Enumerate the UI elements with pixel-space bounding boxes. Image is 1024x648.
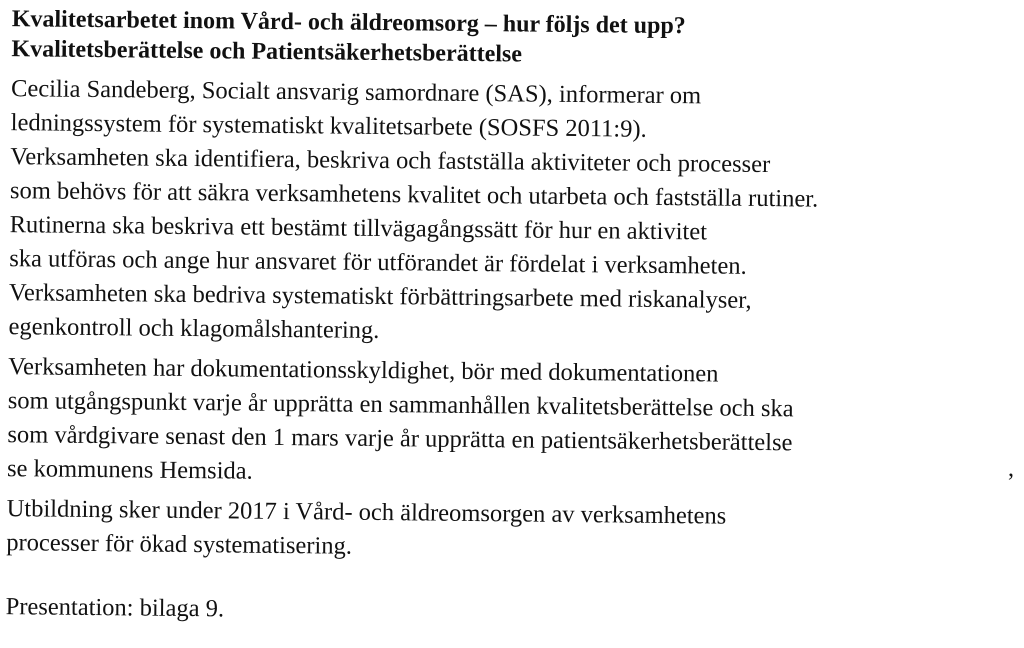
body-line: som utgångspunkt varje år upprätta en sammanhållen kvalitetsberättelse och ska (7, 387, 794, 423)
document-title: Kvalitetsarbetet inom Vård- och äldreomsorg – hur följs det upp? (11, 6, 686, 40)
body-line: Verksamheten ska bedriva systematiskt förbättringsarbete med riskanalyser, (8, 279, 752, 314)
body-line: Verksamheten ska identifiera, beskriva och fastställa aktiviteter och processer (10, 143, 771, 179)
body-line: som behövs för att säkra verksamhetens kvalitet och utarbeta och fastställa rutiner. (9, 177, 819, 213)
body-line: processer för ökad systematisering. (6, 529, 353, 560)
presentation-note: Presentation: bilaga 9. (5, 593, 225, 623)
body-line: Utbildning sker under 2017 i Vård- och äldreomsorgen av verksamhetens (6, 495, 727, 530)
body-line: Cecilia Sandeberg, Socialt ansvarig samordnare (SAS), informerar om (10, 75, 702, 110)
body-line: se kommunens Hemsida. (6, 455, 253, 485)
body-line: ska utföras och ange hur ansvaret för utförandet är fördelat i verksamheten. (9, 245, 747, 280)
body-line: Verksamheten har dokumentationsskyldighet, bör med dokumentationen (8, 353, 719, 388)
document-subtitle: Kvalitetsberättelse och Patientsäkerhetsberättelse (11, 36, 523, 68)
body-line: ledningssystem för systematiskt kvalitetsarbete (SOSFS 2011:9). (10, 109, 647, 143)
stray-comma-mark: , (1008, 456, 1014, 482)
body-line: Rutinerna ska beskriva ett bestämt tillvägagångssätt för hur en aktivitet (9, 211, 708, 246)
body-line: som vårdgivare senast den 1 mars varje år upprätta en patientsäkerhetsberättelse (7, 421, 793, 457)
body-line: egenkontroll och klagomålshantering. (8, 313, 380, 344)
